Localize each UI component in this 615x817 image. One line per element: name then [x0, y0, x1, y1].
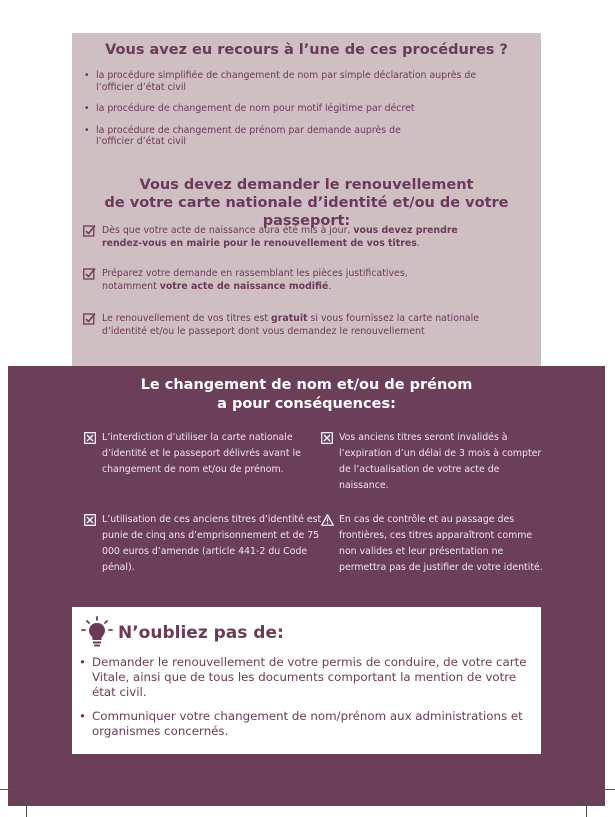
checkbox-checked-icon [83, 267, 96, 280]
crop-mark [595, 789, 615, 790]
reminder-title: N’oubliez pas de: [118, 623, 284, 643]
crop-mark [26, 797, 27, 817]
cross-box-icon [84, 432, 96, 444]
reminder-box [72, 607, 541, 754]
checklist-item: Le renouvellement de vos titres est gratuit si vous fournissez la carte nationale d’identité et/ou le passeport dont vous demandez le renouvellement [83, 312, 522, 338]
reminder-list [79, 655, 537, 748]
checklist-item: Préparez votre demande en rassemblant les pièces justificatives, notamment votre acte de naissance modifié. [83, 267, 452, 293]
checkbox-checked-icon [83, 224, 96, 237]
consequence-item: L’interdiction d’utiliser la carte nationale d’identité et le passeport délivrés avant le changement de nom et/ou de prénom. [84, 430, 322, 478]
checkbox-checked-icon [83, 312, 96, 325]
procedures-list [84, 70, 534, 158]
renewal-title-line1: Vous devez demander le renouvellement [139, 177, 474, 193]
consequences-title-line2: a pour conséquences: [217, 396, 396, 412]
cross-box-icon [321, 432, 333, 444]
consequence-item: L’utilisation de ces anciens titres d’identité est punie de cinq ans d’emprisonnement et de 75 000 euros d’amende (article 441-2 du Code pénal). [84, 512, 324, 576]
list-item: • la procédure de changement de prénom par demande auprès de l’officier d’état civil [84, 125, 426, 148]
procedures-panel [72, 33, 541, 366]
cross-box-icon [84, 514, 96, 526]
crop-mark [0, 789, 20, 790]
consequence-item: Vos anciens titres seront invalidés à l’expiration d’un délai de 3 mois à compter de l’actualisation de votre acte de naissance. [321, 430, 551, 494]
list-item: • la procédure de changement de nom pour motif légitime par décret [84, 103, 534, 115]
list-item: • Communiquer votre changement de nom/prénom aux administrations et organismes concernés. [79, 709, 537, 739]
consequences-title-line1: Le changement de nom et/ou de prénom [140, 377, 473, 393]
renewal-title [72, 176, 541, 230]
lightbulb-icon [80, 616, 114, 650]
list-item: • Demander le renouvellement de votre permis de conduire, de votre carte Vitale, ainsi que de tous les documents comportant la mention de votre état civil. [79, 655, 532, 700]
consequences-panel [8, 366, 605, 806]
list-item: • la procédure simplifiée de changement de nom par simple déclaration auprès de l’officier d’état civil [84, 70, 506, 93]
renewal-title-line2: de votre carte nationale d’identité et/ou de votre passeport: [104, 195, 509, 229]
consequence-item: En cas de contrôle et au passage des frontières, ces titres apparaîtront comme non valides et leur présentation ne permettra pas de justifier de votre identité. [321, 512, 551, 576]
warning-icon [321, 514, 334, 526]
consequences-title [8, 376, 605, 414]
procedures-title: Vous avez eu recours à l’une de ces procédures ? [105, 42, 508, 58]
crop-mark [586, 797, 587, 817]
checklist-item: Dès que votre acte de naissance aura été mis à jour, vous devez prendre rendez-vous en mairie pour le renouvellement de vos titres. [83, 224, 482, 250]
